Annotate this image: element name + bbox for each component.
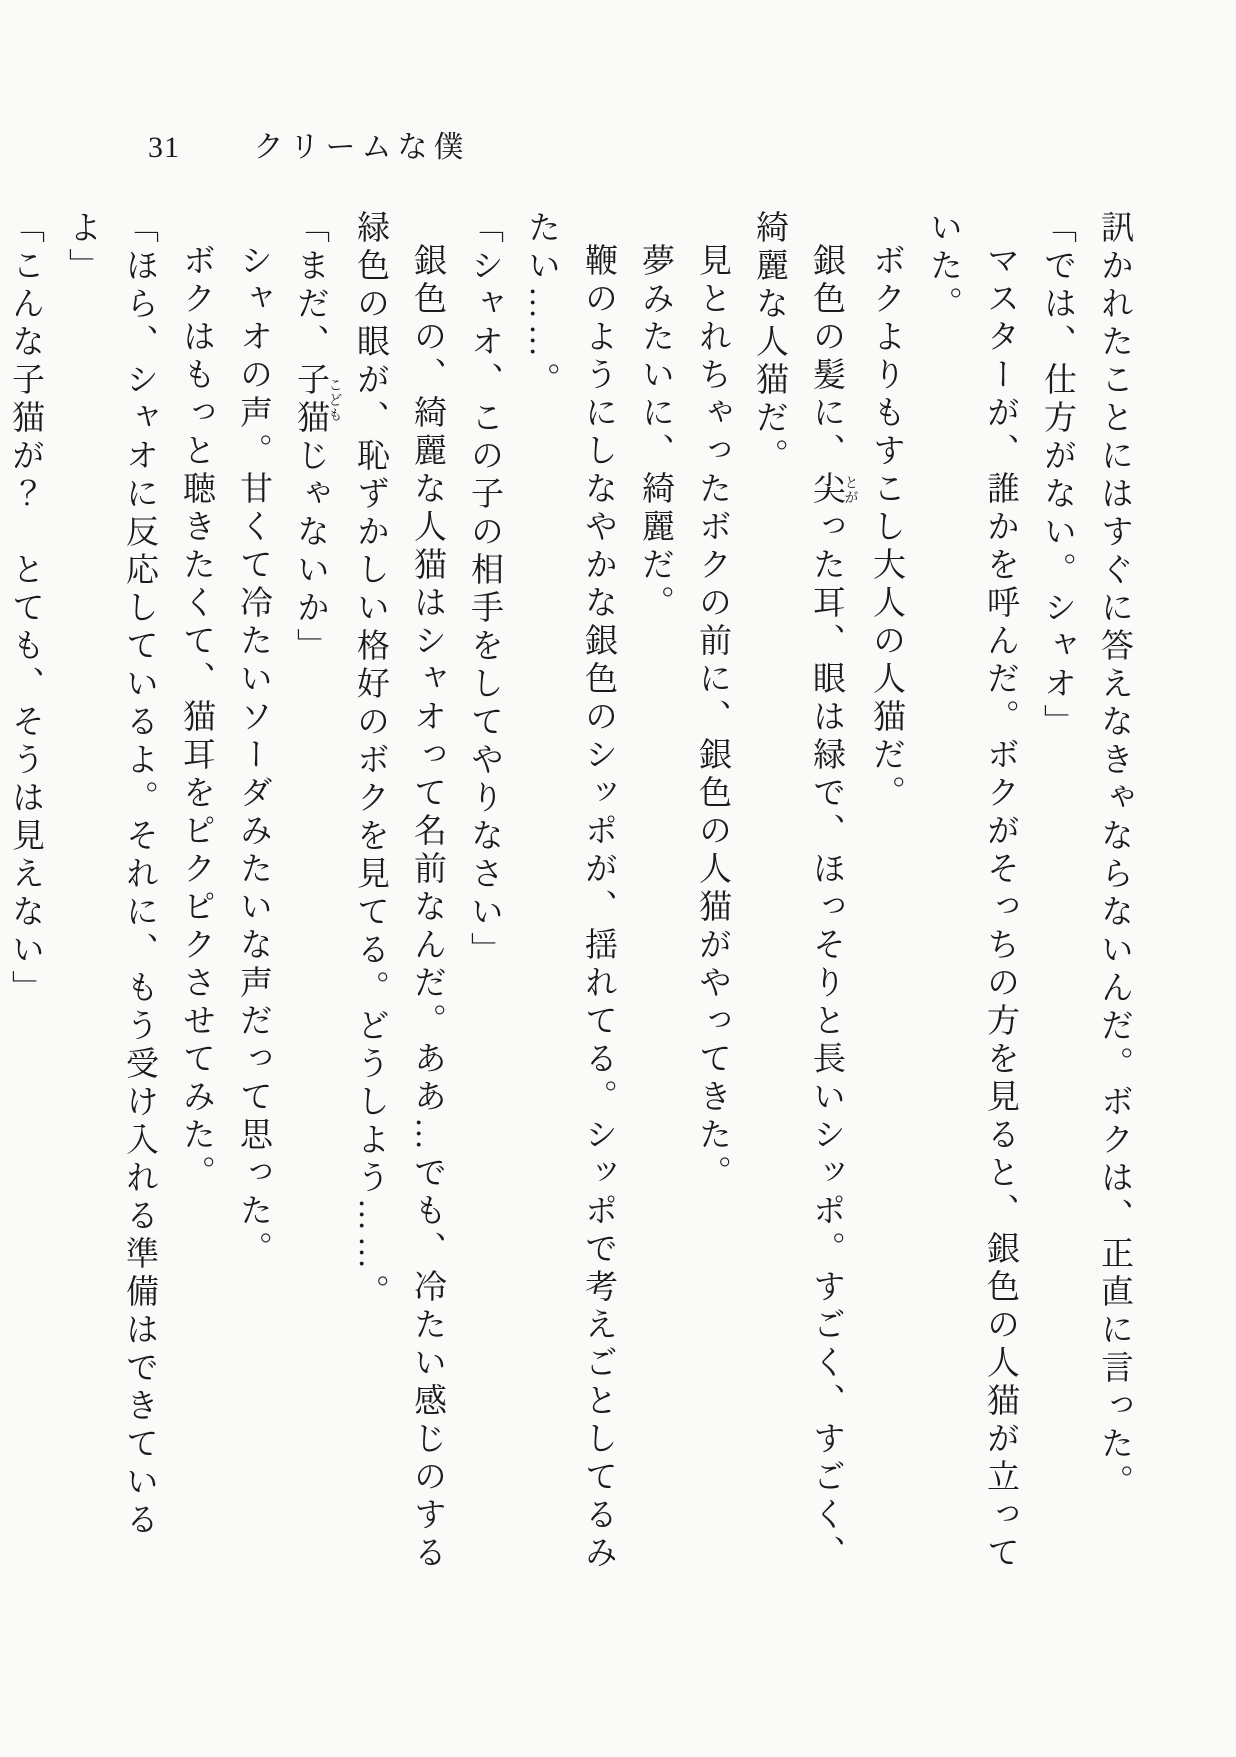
narration-paragraph: シャオの声。甘くて冷たいソーダみたいな声だって思った。 bbox=[235, 243, 271, 1269]
narration-paragraph: ボクよりもすこし大人の人猫だ。 bbox=[868, 243, 904, 813]
narration-paragraph: 銀色の髪に、尖とがった耳、眼は緑で、ほっそりと長いシッポ。すごく、すごく、綺麗な人猫だ。 bbox=[751, 210, 858, 1573]
narration-paragraph: 訊かれたことにはすぐに答えなきゃならないんだ。ボクは、正直に言った。 bbox=[1096, 210, 1132, 1502]
narration-paragraph: ボクはもっと聴きたくて、猫耳をピクピクさせてみた。 bbox=[178, 243, 214, 1193]
furigana-ruby: 子猫こども bbox=[292, 362, 342, 438]
dialogue-paragraph: 「では、仕方がない。シャオ」 bbox=[1039, 210, 1075, 742]
page-number: 31 bbox=[148, 131, 180, 164]
dialogue-paragraph: 「こんな子猫が？ とても、そうは見えない」 bbox=[7, 210, 43, 1008]
narration-paragraph: マスターが、誰かを呼んだ。ボクがそっちの方を見ると、銀色の人猫が立っていた。 bbox=[925, 210, 1018, 1573]
dialogue-paragraph: 「シャオ、この子の相手をしてやりなさい」 bbox=[466, 210, 502, 970]
narration-paragraph: 銀色の、綺麗な人猫はシャオって名前なんだ。ああ…でも、冷たい感じのする緑色の眼が、恥ずかしい格好のボクを見てる。どうしよう……。 bbox=[352, 210, 445, 1573]
vertical-text-block bbox=[0, 210, 1142, 1584]
dialogue-paragraph: 「ほら、シャオに反応しているよ。それに、もう受け入れる準備はできているよ」 bbox=[64, 210, 157, 1540]
furigana-ruby: 尖とが bbox=[808, 471, 858, 509]
narration-paragraph: 鞭のようにしなやかな銀色のシッポが、揺れてる。シッポで考えごとしてるみたい……。 bbox=[523, 210, 616, 1573]
narration-paragraph: 見とれちゃったボクの前に、銀色の人猫がやってきた。 bbox=[694, 243, 730, 1193]
narration-paragraph: 夢みたいに、綺麗だ。 bbox=[637, 243, 673, 623]
dialogue-paragraph: 「まだ、子猫こどもじゃないか」 bbox=[292, 210, 342, 666]
running-title: クリームな僕 bbox=[253, 131, 470, 164]
page-header bbox=[148, 122, 470, 166]
